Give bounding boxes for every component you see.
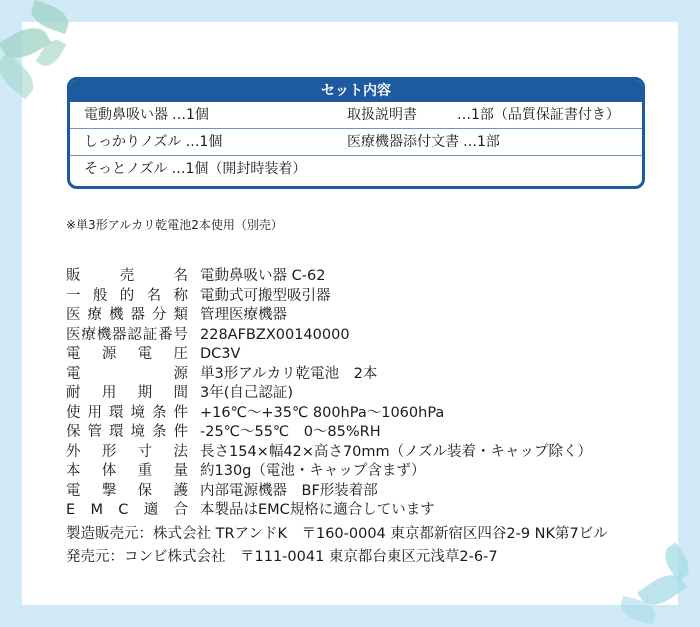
spec-row	[66, 267, 592, 287]
spec-row	[66, 365, 592, 385]
manufacturer-line: 製造販売元：株式会社 TRアンドK 〒160-0004 東京都新宿区四谷2-9 NK第7ビル	[66, 526, 608, 542]
spec-row	[66, 287, 592, 307]
battery-note: ※単3形アルカリ乾電池2本使用（別売）	[66, 218, 283, 232]
set-contents-title: セット内容	[70, 80, 642, 102]
set-qty: …1個	[172, 107, 209, 123]
set-item: しっかりノズル	[84, 134, 182, 150]
spec-key: 外 形 寸 法	[66, 443, 188, 460]
spec-value: DC3V	[200, 346, 241, 362]
spec-value: 本製品はEMC規格に適合しています	[200, 502, 435, 518]
set-contents-box	[67, 77, 645, 189]
spec-row	[66, 306, 592, 326]
spec-key: 使 用 環 境 条 件	[66, 404, 188, 421]
spec-value: 電動式可搬型吸引器	[200, 287, 331, 304]
set-item: 取扱説明書	[347, 107, 417, 123]
spec-table	[66, 267, 592, 521]
spec-row	[66, 404, 592, 424]
spec-value: 長さ154×幅42×高さ70mm（ノズル装着・キャップ除く）	[200, 443, 593, 460]
spec-row	[66, 501, 592, 521]
spec-row	[66, 462, 592, 482]
spec-value: +16℃～+35℃ 800hPa～1060hPa	[200, 404, 445, 421]
spec-value: 電動鼻吸い器 C-62	[200, 268, 326, 284]
spec-row	[66, 423, 592, 443]
set-item: そっとノズル	[84, 161, 168, 177]
spec-key: 販 売 名	[66, 268, 188, 284]
set-qty: …1個（開封時装着）	[171, 161, 307, 177]
maker-info	[66, 523, 608, 569]
spec-key: 電 撃 保 護	[66, 482, 188, 499]
spec-value: 管理医療機器	[200, 307, 287, 323]
spec-key: 電 源 電 圧	[66, 346, 188, 362]
spec-row	[66, 345, 592, 365]
spec-row	[66, 443, 592, 463]
spec-key: E M C 適 合	[66, 502, 188, 518]
spec-value: 228AFBZX00140000	[200, 326, 350, 343]
set-qty: …1部	[463, 134, 500, 150]
spec-row	[66, 326, 592, 346]
spec-row	[66, 482, 592, 502]
spec-value: 3年(自己認証)	[200, 385, 294, 401]
set-row	[70, 156, 642, 182]
spec-value: 単3形アルカリ乾電池 2本	[200, 365, 378, 382]
seller-line: 発売元：コンビ株式会社 〒111-0041 東京都台東区元浅草2-6-7	[66, 549, 498, 565]
spec-key: 一 般 的 名 称	[66, 287, 188, 304]
spec-row	[66, 384, 592, 404]
set-qty: …1部（品質保証書付き）	[457, 107, 620, 123]
spec-value: 約130g（電池・キャップ含まず）	[200, 463, 426, 479]
spec-key: 耐 用 期 間	[66, 385, 188, 401]
set-row	[70, 102, 642, 129]
spec-key: 本 体 重 量	[66, 463, 188, 479]
set-item: 医療機器添付文書	[347, 134, 459, 150]
set-item: 電動鼻吸い器	[84, 107, 168, 123]
spec-key: 電 源	[66, 365, 188, 382]
spec-key: 医 療 機 器 分 類	[66, 307, 188, 323]
spec-key: 保 管 環 境 条 件	[66, 424, 188, 440]
spec-value: 内部電源機器 BF形装着部	[200, 482, 378, 499]
spec-value: -25℃～55℃ 0～85%RH	[200, 424, 381, 440]
set-qty: …1個	[185, 134, 223, 150]
spec-key: 医 療 機 器 認 証 番 号	[66, 326, 188, 343]
set-row	[70, 129, 642, 156]
